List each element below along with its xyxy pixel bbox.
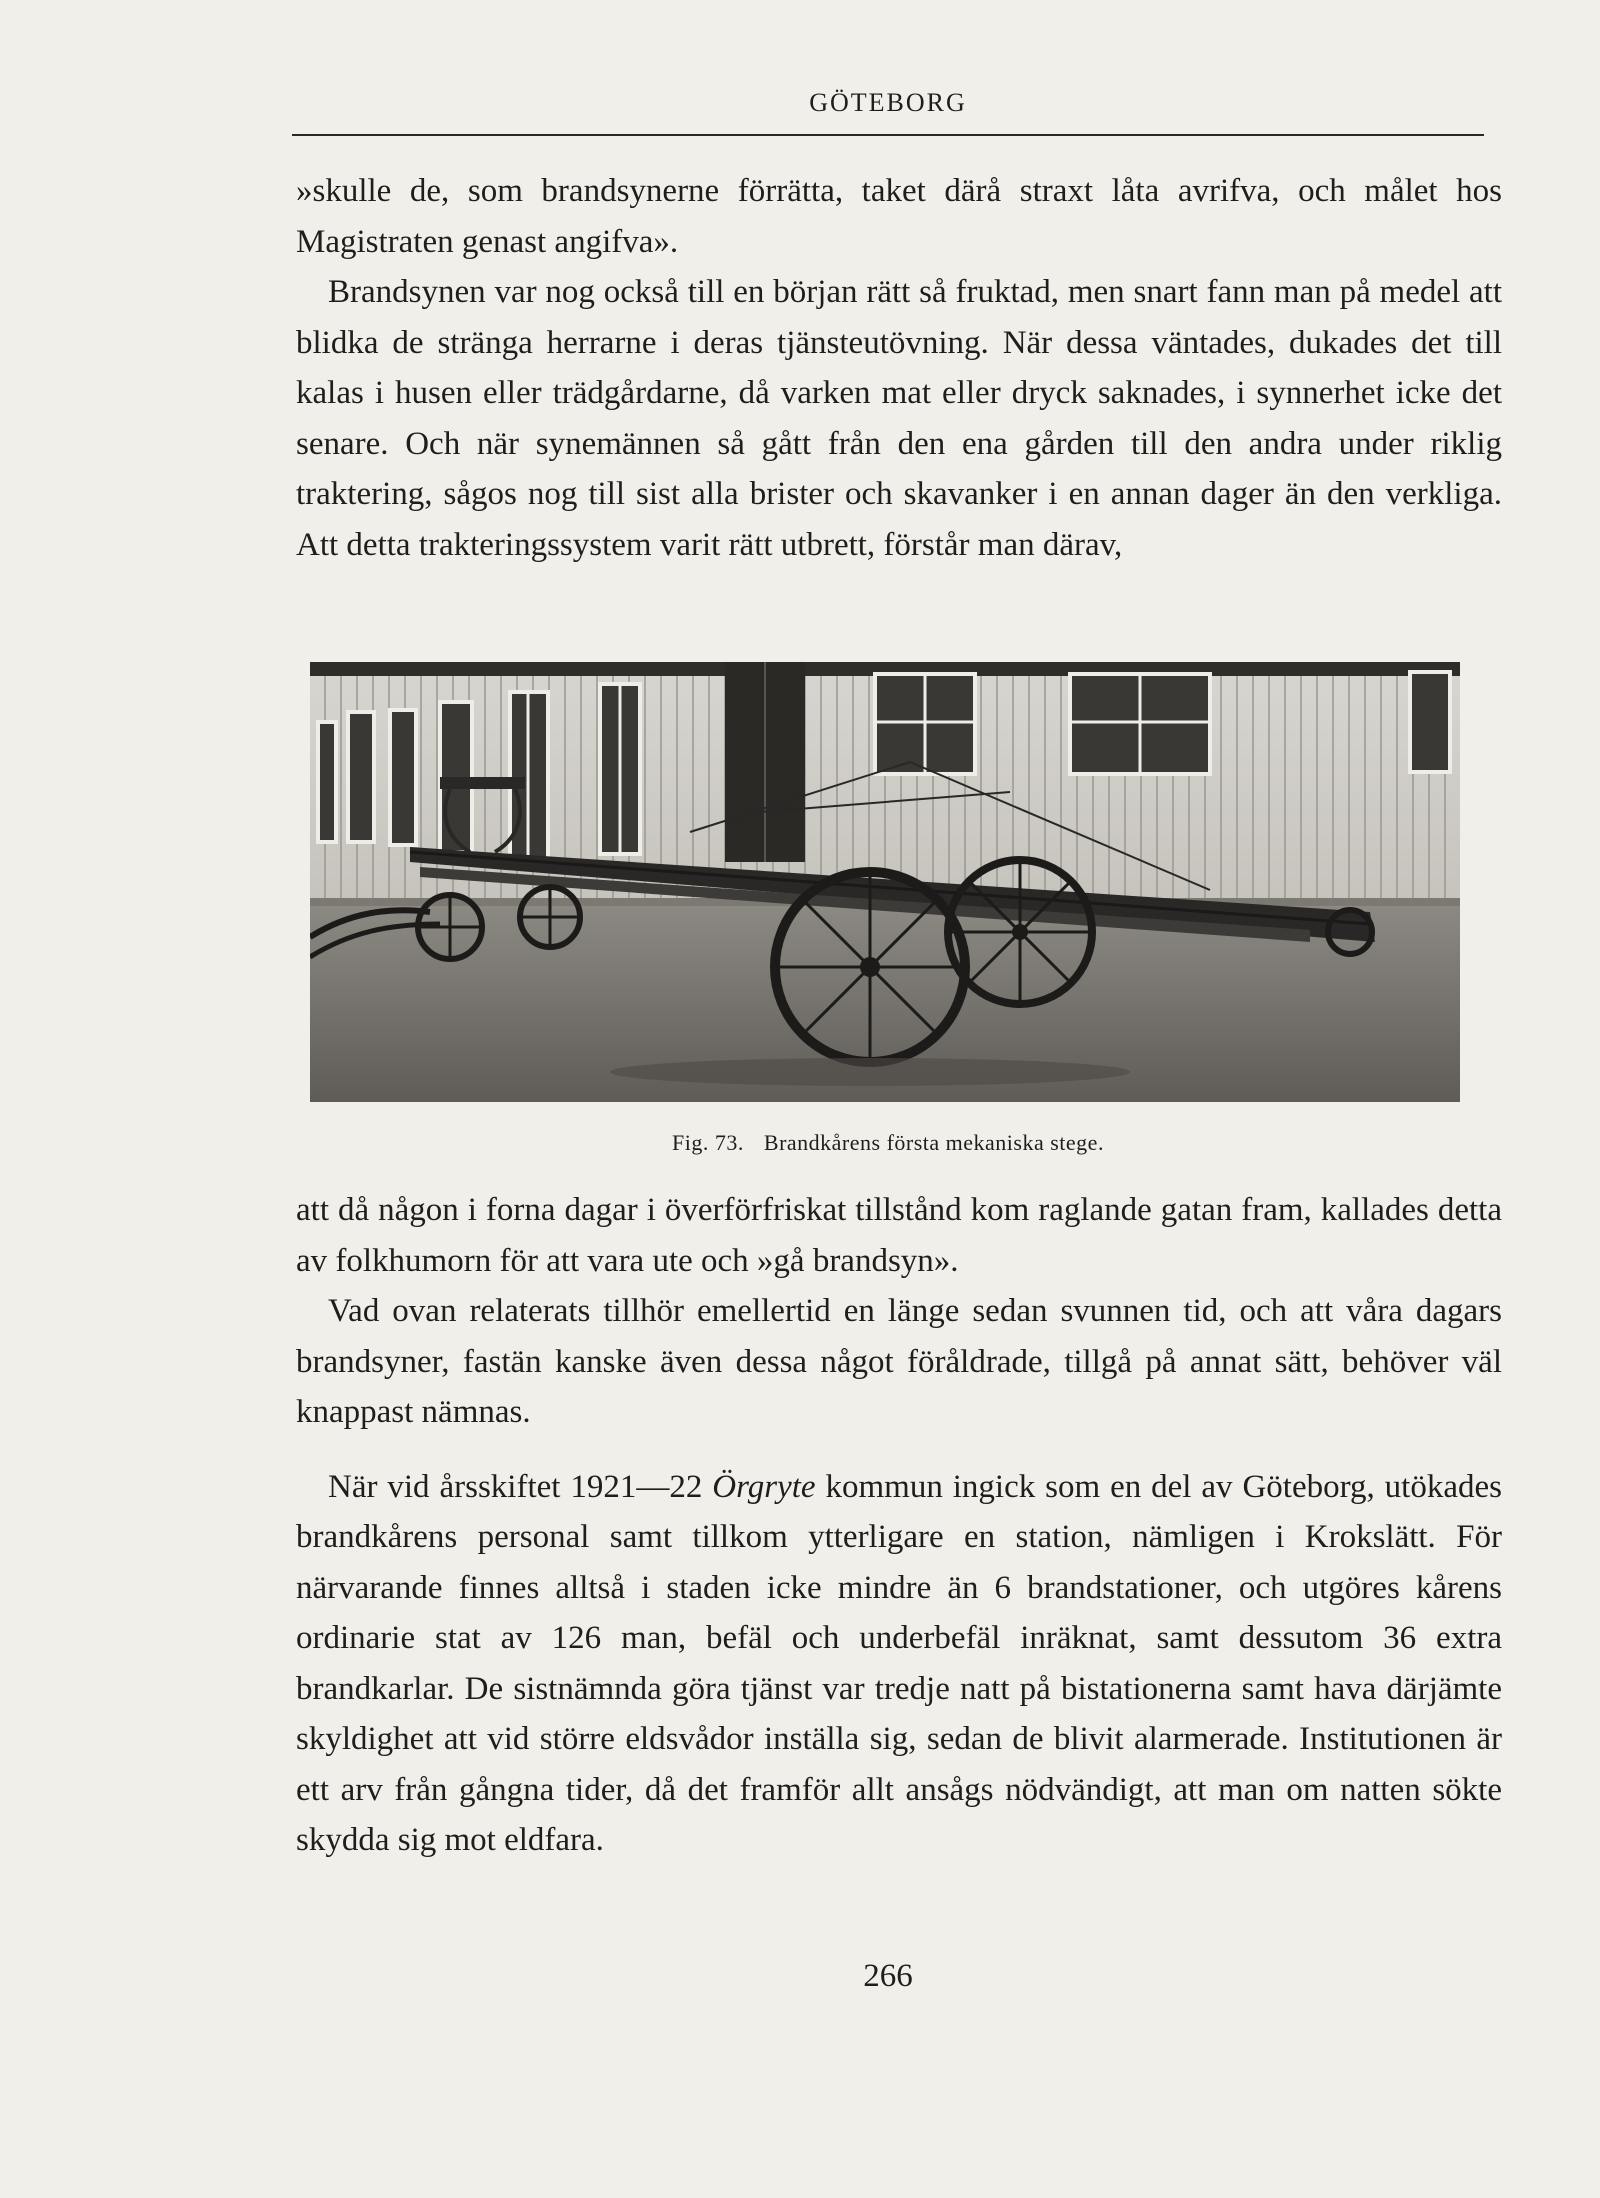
paragraph: att då någon i forna dagar i överförfriskat tillstånd kom raglande gatan fram, kallades detta av folkhumorn för att vara ute och »gå brandsyn».	[296, 1192, 1502, 1279]
figure-caption-text: Brandkårens första mekaniska stege.	[763, 1130, 1104, 1155]
running-head: GÖTEBORG	[809, 88, 967, 117]
paragraph-text: När vid årsskiftet 1921—22	[328, 1468, 713, 1505]
paragraph-text: kommun ingick som en del av Göteborg, utökades brandkårens personal samt tillkom ytterligare en station, nämligen i Krokslätt. För närvarande finnes alltså i staden icke mindre än 6 brandstationer, och utgöres kårens ordinarie stat av 126 man, befäl och underbefäl inräknat, samt dessutom 36 extra brandkarlar. De sistnämnda göra tjänst var tredje natt på bistationerna samt hava därjämte skyldighet att vid större eldsvådor inställa sig, sedan de blivit alarmerade. Institutionen är ett arv från gångna tider, då det framför allt ansågs nödvändigt, att man om natten sökte skydda sig mot eldfara.	[296, 1468, 1502, 1858]
text-block-top	[296, 166, 1502, 570]
text-block-bottom	[296, 1185, 1502, 1866]
figure-number: Fig. 73.	[672, 1130, 744, 1155]
page-number: 266	[863, 1958, 913, 1994]
figure-photo-mechanical-ladder	[310, 662, 1460, 1102]
paragraph: »skulle de, som brandsynerne förrätta, taket därå straxt låta avrifva, och målet hos Magistraten genast angifva».	[296, 173, 1502, 260]
place-name-italic: Örgryte	[712, 1468, 816, 1505]
figure-caption	[292, 1130, 1484, 1156]
paragraph	[296, 1462, 1502, 1866]
paragraph: Vad ovan relaterats tillhör emellertid en länge sedan svunnen tid, och att våra dagars brandsyner, fastän kanske även dessa något föråldrade, tillgå på annat sätt, behöver väl knappast nämnas.	[296, 1293, 1502, 1430]
header-rule	[292, 134, 1484, 136]
paragraph: Brandsynen var nog också till en början rätt så fruktad, men snart fann man på medel att blidka de stränga herrarne i deras tjänsteutövning. När dessa väntades, dukades det till kalas i husen eller trädgårdarne, då varken mat eller dryck saknades, i synnerhet icke det senare. Och när synemännen så gått från den ena gården till den andra under riklig traktering, sågos nog till sist alla brister och skavanker i en annan dager än den verkliga. Att detta trakteringssystem varit rätt utbrett, förstår man därav,	[296, 274, 1502, 563]
photo-illustration	[310, 662, 1460, 1102]
